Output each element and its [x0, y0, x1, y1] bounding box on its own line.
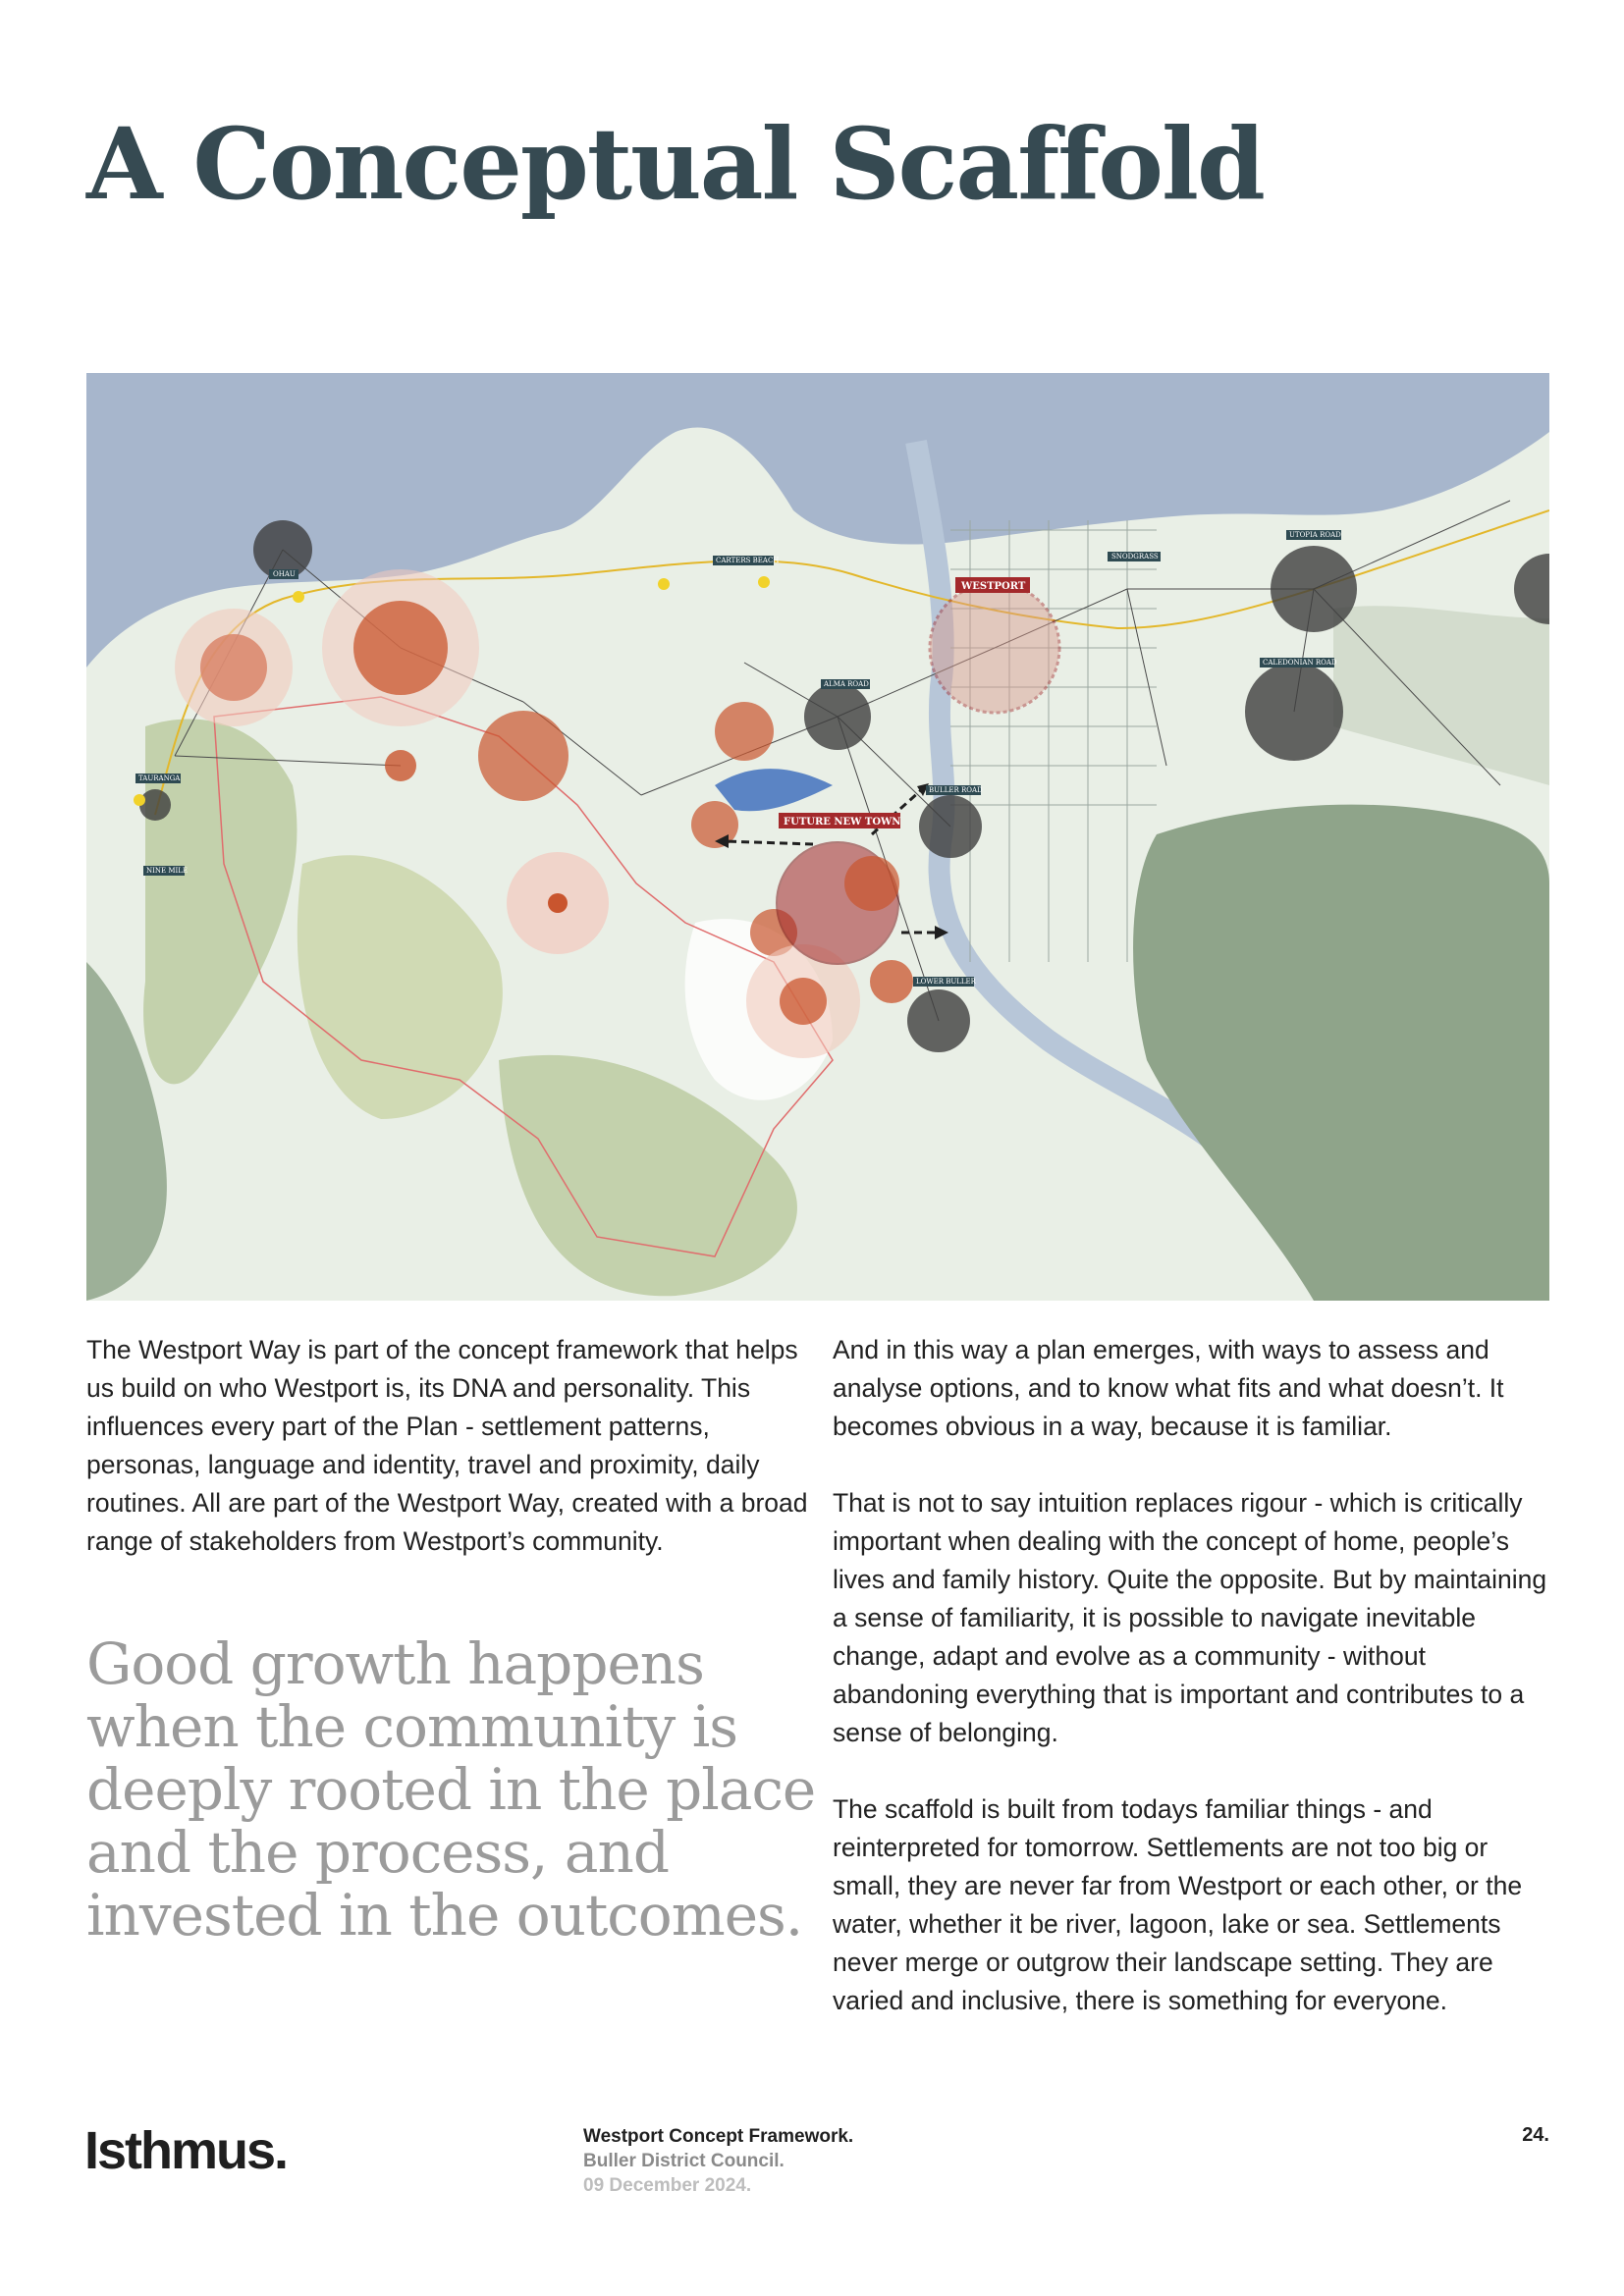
map-label-caledonian-road — [1260, 658, 1337, 667]
map-label-nine-mile — [143, 866, 188, 876]
svg-text:TAURANGA: TAURANGA — [138, 774, 181, 782]
svg-text:UTOPIA ROAD: UTOPIA ROAD — [1289, 531, 1341, 539]
svg-text:LOWER BULLER: LOWER BULLER — [916, 978, 976, 986]
body-paragraph-1: And in this way a plan emerges, with ways to assess and analyse options, and to know what fits and what doesn’t. It becomes obvious in a way, because it is familiar. — [833, 1335, 1504, 1441]
footer-date: 09 December 2024. — [583, 2175, 752, 2196]
svg-text:ALMA ROAD: ALMA ROAD — [824, 680, 869, 688]
svg-text:NINE MILE: NINE MILE — [146, 867, 189, 875]
svg-text:CARTERS BEACH: CARTERS BEACH — [716, 557, 780, 564]
future-new-town-core — [844, 856, 899, 911]
svg-text:FUTURE NEW TOWN: FUTURE NEW TOWN — [784, 817, 901, 828]
footer-meta — [583, 2124, 853, 2198]
map-label-ohau — [269, 569, 298, 579]
intro-paragraph: The Westport Way is part of the concept framework that helps us build on who Westport is, its DNA and personality. This influences every part of the Plan - settlement patterns, personas, language and identity, travel and proximity, daily routines. All are part of the Westport Way, created with a broad range of stakeholders from Westport’s community. — [86, 1335, 808, 1556]
concept-map-svg — [86, 373, 1549, 1301]
westport-circle — [930, 583, 1059, 713]
map-label-carters-beach — [713, 556, 779, 565]
map-label-snodgrass — [1108, 552, 1161, 561]
svg-text:SNODGRASS: SNODGRASS — [1111, 553, 1159, 561]
map-label-lower-buller — [913, 977, 977, 987]
svg-text:OHAU: OHAU — [273, 570, 296, 578]
body-paragraph-2: That is not to say intuition replaces rigour - which is critically important when dealing with the concept of home, people’s lives and family history. Quite the opposite. But by maintaining a sense of familiarity, it is possible to navigate inevitable change, adapt and evolve as a community - without abandoning everything that is important and contributes to a sense of belonging. — [833, 1488, 1547, 1747]
pull-quote: Good growth happens when the community is deeply rooted in the place and the process, and invested in the outcomes. — [86, 1630, 816, 1949]
map-label-westport — [955, 577, 1030, 593]
concept-map — [86, 373, 1549, 1301]
right-column — [833, 1331, 1549, 2058]
footer-document-title: Westport Concept Framework. — [583, 2126, 854, 2147]
footer-client: Buller District Council. — [583, 2151, 785, 2171]
isthmus-logo: Isthmus. — [84, 2121, 288, 2180]
map-label-buller-road — [926, 785, 983, 795]
map-label-alma-road — [821, 679, 870, 689]
svg-text:BULLER ROAD: BULLER ROAD — [929, 786, 983, 794]
page-title: A Conceptual Scaffold — [86, 106, 1264, 222]
page-number: 24. — [1522, 2124, 1549, 2146]
map-label-utopia-road — [1286, 530, 1341, 540]
body-paragraph-3: The scaffold is built from todays familiar things - and reinterpreted for tomorrow. Settlements are not too big or small, they are never far from Westport or each other, or the water, whether it be river, lagoon, lake or sea. Settlements never merge or outgrow their landscape setting. They are varied and inclusive, there is something for everyone. — [833, 1794, 1523, 2015]
svg-text:CALEDONIAN ROAD: CALEDONIAN ROAD — [1263, 659, 1337, 667]
left-column — [86, 1331, 813, 1599]
map-label-tauranga — [135, 774, 181, 783]
map-label-future-new-town — [779, 813, 900, 828]
svg-text:WESTPORT: WESTPORT — [961, 581, 1026, 592]
